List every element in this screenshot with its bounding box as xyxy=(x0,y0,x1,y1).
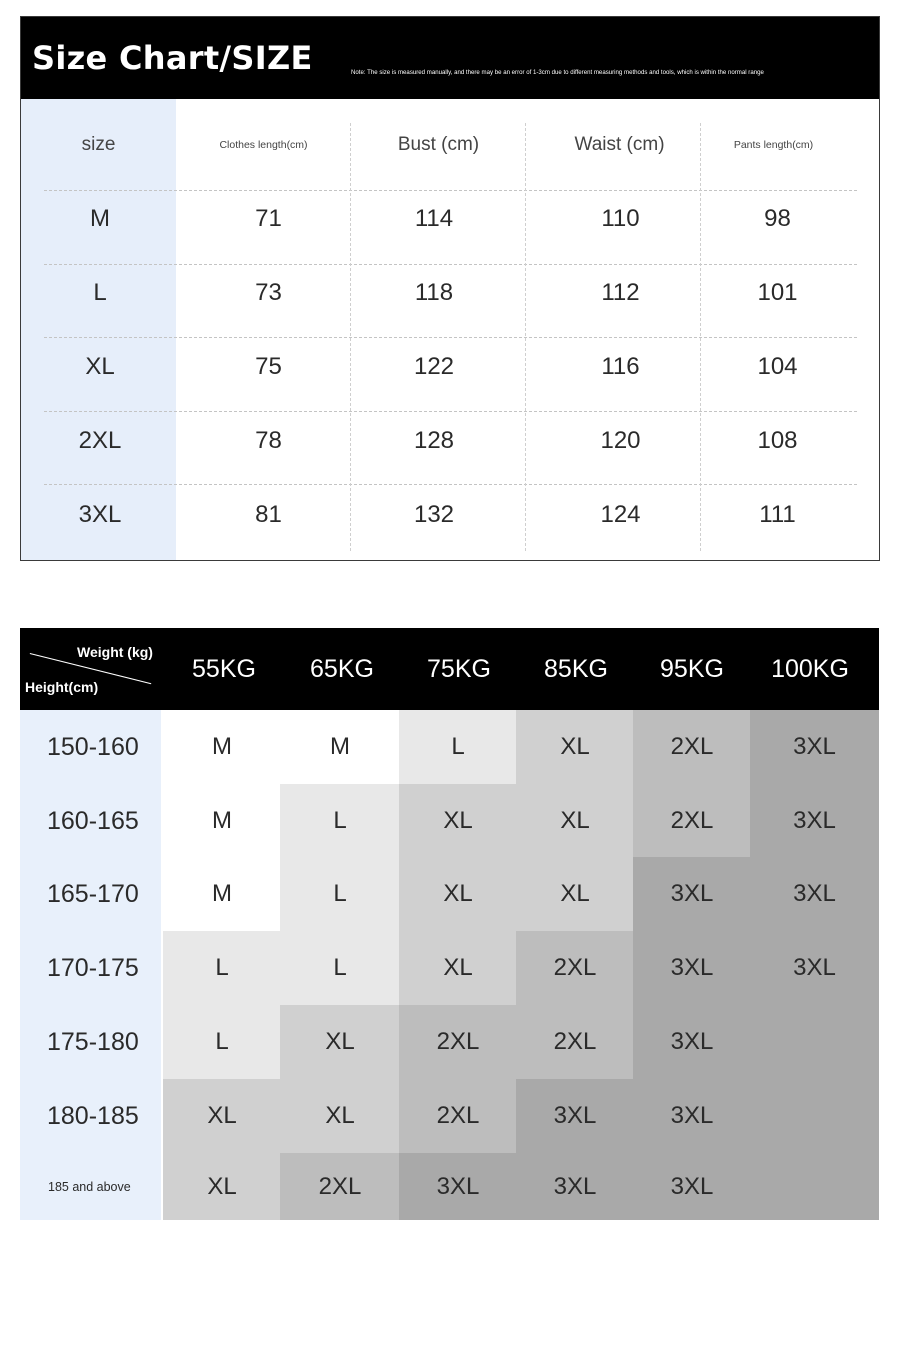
recommended-size-cell: XL xyxy=(399,784,517,858)
row-divider xyxy=(44,190,857,191)
height-range-label: 170-175 xyxy=(20,931,161,1005)
size-label: 3XL xyxy=(78,501,122,528)
bust-value: 118 xyxy=(414,279,454,306)
recommended-size-cell: M xyxy=(163,784,281,858)
recommended-size-cell: 3XL xyxy=(633,931,751,1005)
weight-header-row xyxy=(20,628,879,710)
column-header-waist: Waist (cm) xyxy=(574,134,665,155)
column-header-pants-length: Pants length(cm) xyxy=(733,139,814,151)
pants-length-value: 104 xyxy=(757,353,798,380)
recommended-size-cell: 3XL xyxy=(750,931,879,1005)
pants-length-value: 98 xyxy=(764,205,791,232)
row-divider xyxy=(44,264,857,265)
clothes-length-value: 81 xyxy=(255,501,282,528)
weight-column-85kg: 85KG xyxy=(544,654,608,683)
column-divider xyxy=(700,123,701,551)
clothes-length-value: 75 xyxy=(255,353,282,380)
height-range-label: 165-170 xyxy=(20,857,161,931)
recommended-size-cell: 3XL xyxy=(633,857,751,931)
recommended-size-cell: 2XL xyxy=(516,1005,634,1079)
size-recommendation-table xyxy=(20,628,879,1220)
column-divider xyxy=(525,123,526,551)
weight-column-95kg: 95KG xyxy=(660,654,724,683)
weight-column-75kg: 75KG xyxy=(427,654,491,683)
recommended-size-cell: 3XL xyxy=(399,1153,517,1220)
height-range-label: 185 and above xyxy=(20,1153,161,1220)
clothes-length-value: 73 xyxy=(255,279,282,306)
column-header-bust: Bust (cm) xyxy=(397,134,480,155)
recommended-size-cell: L xyxy=(280,857,400,931)
recommended-size-cell: XL xyxy=(516,857,634,931)
recommended-size-cell: 2XL xyxy=(516,931,634,1005)
recommended-size-cell: XL xyxy=(399,931,517,1005)
recommended-size-cell: L xyxy=(280,784,400,858)
recommended-size-cell: L xyxy=(280,931,400,1005)
recommended-size-cell: 3XL xyxy=(633,1005,751,1079)
empty-size-cell xyxy=(750,1079,879,1153)
clothes-length-value: 78 xyxy=(255,427,282,454)
recommended-size-cell: L xyxy=(163,931,281,1005)
bust-value: 128 xyxy=(413,427,455,454)
recommended-size-cell: M xyxy=(163,710,281,784)
size-chart-title: Size Chart/SIZE xyxy=(32,39,313,77)
recommended-size-cell: L xyxy=(163,1005,281,1079)
size-chart-card xyxy=(20,16,880,561)
recommended-size-cell: XL xyxy=(399,857,517,931)
recommended-size-cell: 2XL xyxy=(280,1153,400,1220)
recommended-size-cell: 3XL xyxy=(516,1079,634,1153)
recommended-size-cell: M xyxy=(280,710,400,784)
size-label: L xyxy=(93,279,107,306)
clothes-length-value: 71 xyxy=(255,205,282,232)
height-range-label: 150-160 xyxy=(20,710,161,784)
recommended-size-cell: 2XL xyxy=(633,784,751,858)
recommended-size-cell: XL xyxy=(163,1079,281,1153)
pants-length-value: 108 xyxy=(757,427,798,454)
size-label: M xyxy=(90,205,110,232)
height-range-label: 160-165 xyxy=(20,784,161,858)
waist-value: 120 xyxy=(600,427,641,454)
recommended-size-cell: 3XL xyxy=(750,784,879,858)
recommended-size-cell: L xyxy=(399,710,517,784)
size-label: 2XL xyxy=(78,427,122,454)
recommended-size-cell: 2XL xyxy=(399,1079,517,1153)
corner-height-label: Height(cm) xyxy=(25,679,99,695)
bust-value: 122 xyxy=(413,353,455,380)
recommended-size-cell: 3XL xyxy=(750,857,879,931)
bust-value: 114 xyxy=(414,205,454,232)
column-divider xyxy=(350,123,351,551)
empty-size-cell xyxy=(750,1153,879,1220)
recommended-size-cell: XL xyxy=(280,1005,400,1079)
empty-size-cell xyxy=(750,1005,879,1079)
recommended-size-cell: XL xyxy=(280,1079,400,1153)
recommended-size-cell: XL xyxy=(163,1153,281,1220)
waist-value: 112 xyxy=(601,279,640,306)
recommended-size-cell: 3XL xyxy=(516,1153,634,1220)
recommended-size-cell: 3XL xyxy=(633,1079,751,1153)
height-range-label: 180-185 xyxy=(20,1079,161,1153)
size-chart-header xyxy=(21,17,879,99)
column-header-clothes-length: Clothes length(cm) xyxy=(219,139,308,151)
recommended-size-cell: 2XL xyxy=(633,710,751,784)
weight-column-100kg: 100KG xyxy=(771,654,849,683)
recommended-size-cell: 3XL xyxy=(633,1153,751,1220)
height-range-label: 175-180 xyxy=(20,1005,161,1079)
size-label: XL xyxy=(85,353,115,380)
pants-length-value: 101 xyxy=(757,279,798,306)
weight-column-55kg: 55KG xyxy=(192,654,256,683)
row-divider xyxy=(44,411,857,412)
corner-weight-label: Weight (kg) xyxy=(77,644,153,660)
recommended-size-cell: M xyxy=(163,857,281,931)
recommended-size-cell: XL xyxy=(516,784,634,858)
recommended-size-cell: 3XL xyxy=(750,710,879,784)
measurement-note: Note: The size is measured manually, and there may be an error of 1-3cm due to different measuring methods and tools, which is within the normal range xyxy=(351,69,764,76)
waist-value: 124 xyxy=(600,501,641,528)
weight-column-65kg: 65KG xyxy=(310,654,374,683)
waist-value: 110 xyxy=(601,205,640,232)
recommended-size-cell: XL xyxy=(516,710,634,784)
recommended-size-cell: 2XL xyxy=(399,1005,517,1079)
row-divider xyxy=(44,337,857,338)
waist-value: 116 xyxy=(601,353,640,380)
column-header-size: size xyxy=(81,134,116,155)
row-divider xyxy=(44,484,857,485)
bust-value: 132 xyxy=(413,501,455,528)
pants-length-value: 111 xyxy=(759,501,796,528)
